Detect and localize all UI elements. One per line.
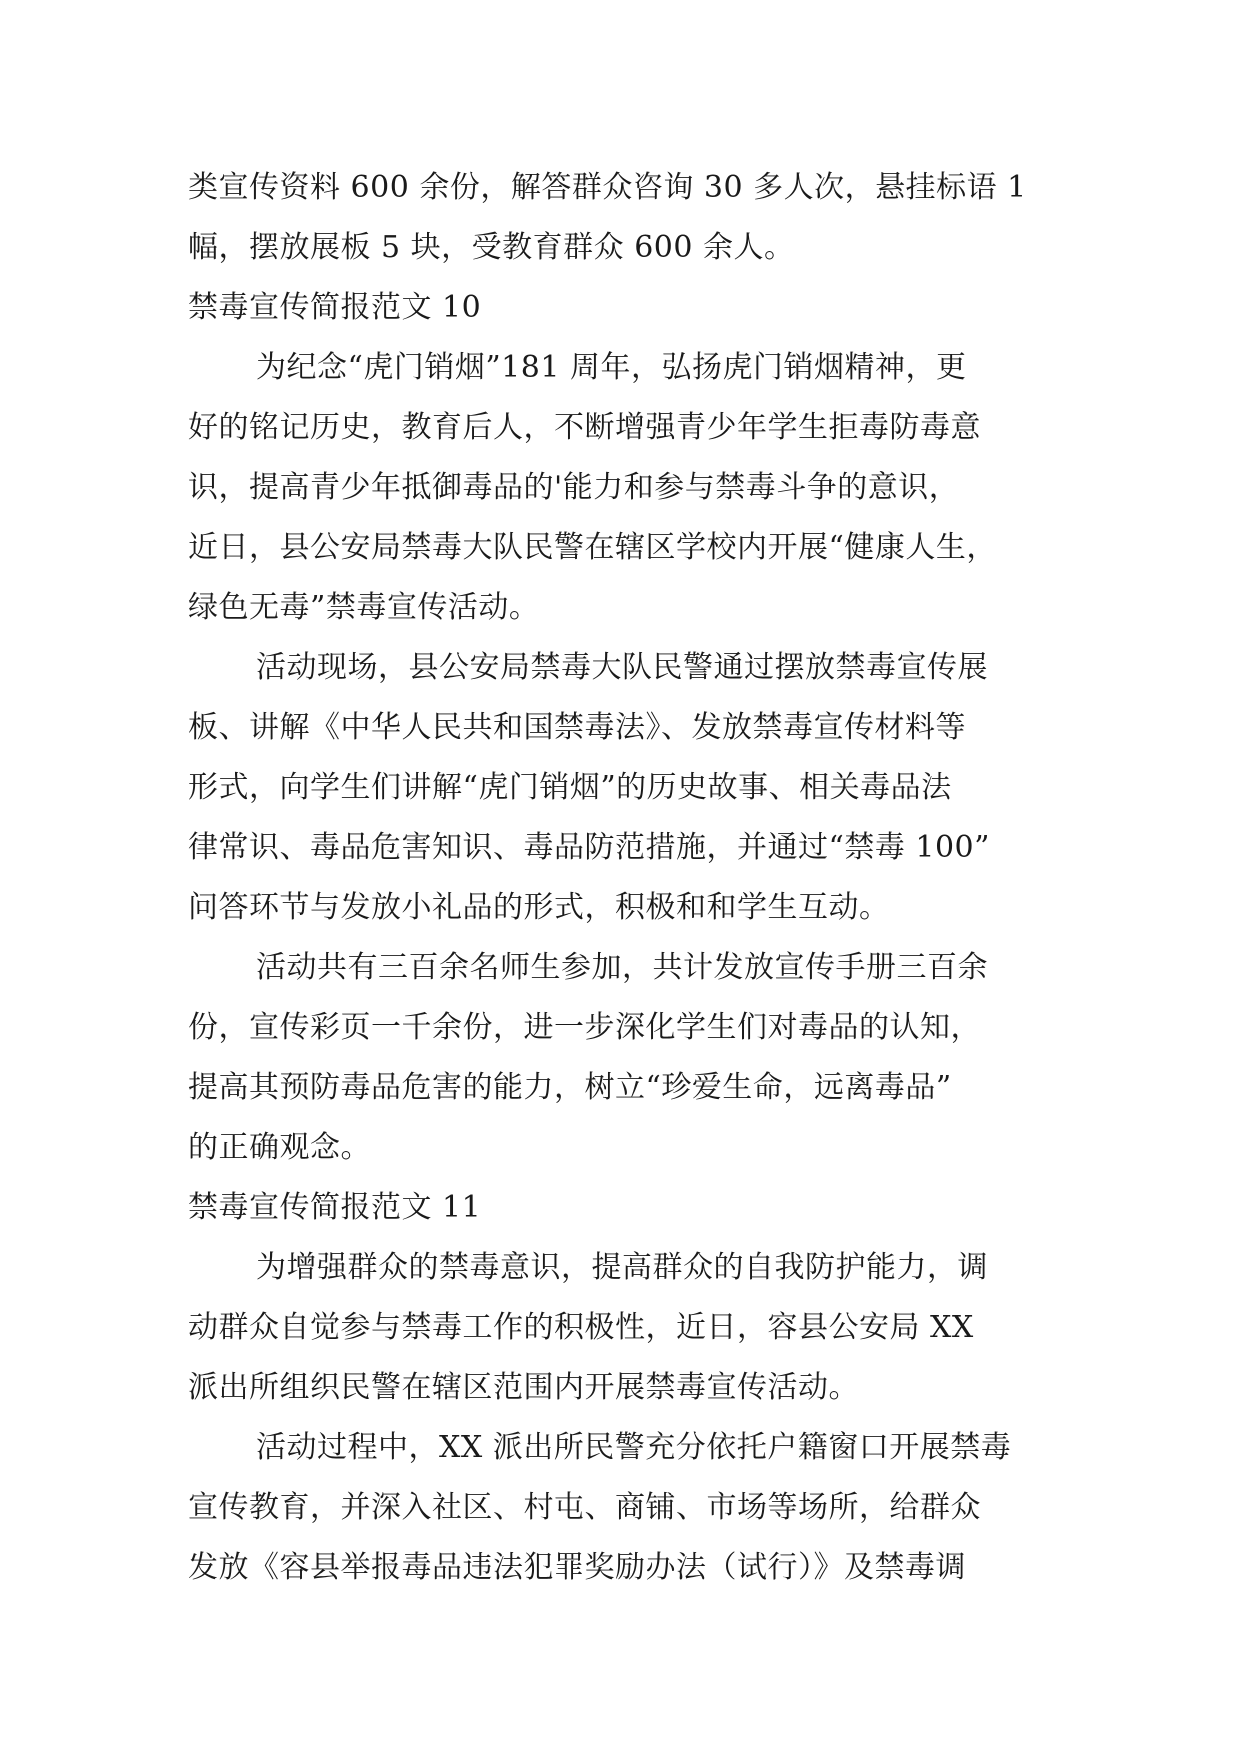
text-line: 提高其预防毒品危害的能力，树立“珍爱生命，远离毒品” — [188, 1070, 952, 1105]
text-line: 问答环节与发放小礼品的形式，积极和和学生互动。 — [188, 890, 890, 925]
text-line: 为增强群众的禁毒意识，提高群众的自我防护能力，调 — [256, 1250, 988, 1285]
section-heading: 禁毒宣传简报范文 10 — [188, 290, 482, 325]
text-line: 近日，县公安局禁毒大队民警在辖区学校内开展“健康人生， — [188, 530, 997, 565]
text-line: 活动共有三百余名师生参加，共计发放宣传手册三百余 — [256, 950, 988, 985]
text-line: 派出所组织民警在辖区范围内开展禁毒宣传活动。 — [188, 1370, 859, 1405]
text-line: 发放《容县举报毒品违法犯罪奖励办法（试行）》及禁毒调 — [188, 1550, 966, 1585]
text-line: 为纪念“虎门销烟”181 周年，弘扬虎门销烟精神，更 — [256, 350, 967, 385]
section-heading: 禁毒宣传简报范文 11 — [188, 1190, 482, 1225]
text-line: 识，提高青少年抵御毒品的'能力和参与禁毒斗争的意识， — [188, 470, 960, 505]
document-body — [188, 158, 1050, 1598]
text-line: 绿色无毒”禁毒宣传活动。 — [188, 590, 540, 625]
text-line: 的正确观念。 — [188, 1130, 371, 1165]
text-line: 活动过程中，XX 派出所民警充分依托户籍窗口开展禁毒 — [256, 1430, 1012, 1465]
text-line: 宣传教育，并深入社区、村屯、商铺、市场等场所，给群众 — [188, 1490, 981, 1525]
text-line: 律常识、毒品危害知识、毒品防范措施，并通过“禁毒 100” — [188, 830, 990, 865]
text-line: 幅，摆放展板 5 块，受教育群众 600 余人。 — [188, 230, 795, 265]
text-line: 板、讲解《中华人民共和国禁毒法》、发放禁毒宣传材料等 — [188, 710, 966, 745]
text-line: 形式，向学生们讲解“虎门销烟”的历史故事、相关毒品法 — [188, 770, 952, 805]
text-line: 活动现场，县公安局禁毒大队民警通过摆放禁毒宣传展 — [256, 650, 988, 685]
text-line: 动群众自觉参与禁毒工作的积极性，近日，容县公安局 XX — [188, 1310, 974, 1345]
text-line: 类宣传资料 600 余份，解答群众咨询 30 多人次，悬挂标语 1 — [188, 170, 1027, 205]
text-line: 好的铭记历史，教育后人，不断增强青少年学生拒毒防毒意 — [188, 410, 981, 445]
text-line: 份，宣传彩页一千余份，进一步深化学生们对毒品的认知， — [188, 1010, 981, 1045]
